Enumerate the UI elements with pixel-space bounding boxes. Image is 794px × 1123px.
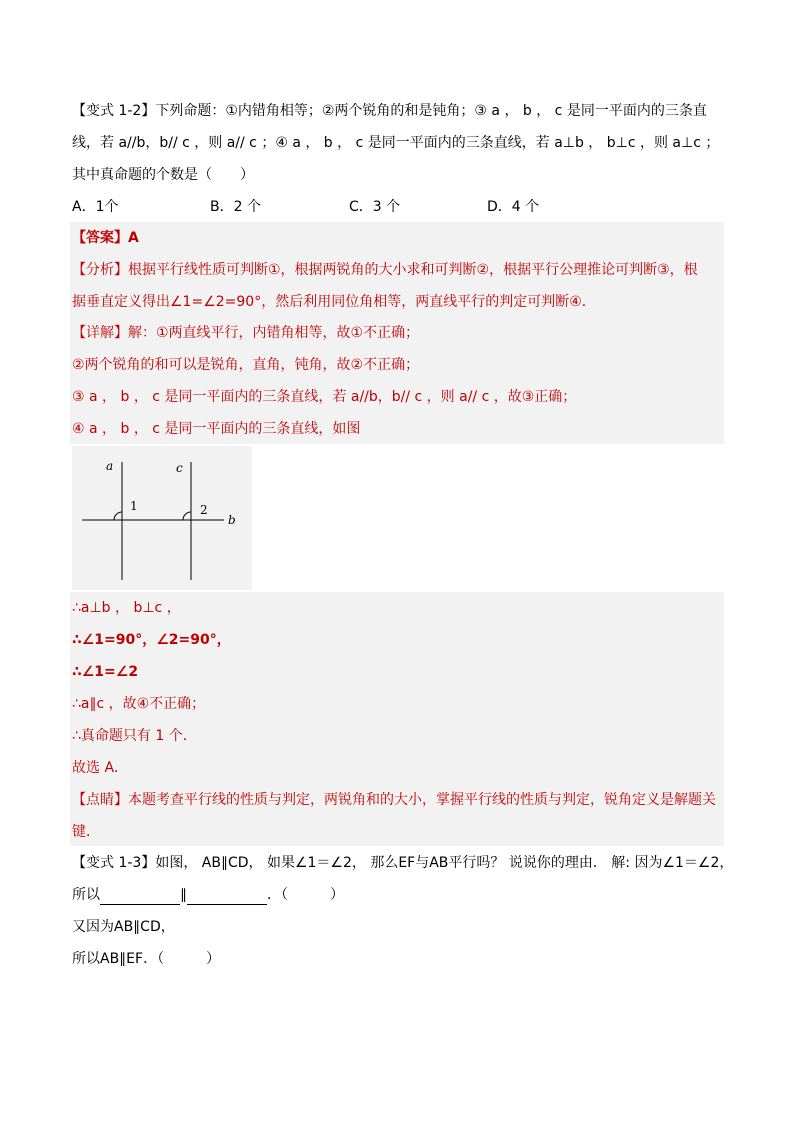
option-b: B．2 个 xyxy=(210,199,261,215)
label-angle-2: 2 xyxy=(200,503,208,517)
label-angle-1: 1 xyxy=(130,499,138,513)
angle-2-arc xyxy=(183,512,191,520)
q13-parallel-symbol: ∥ xyxy=(180,887,187,903)
q13-line-2 xyxy=(72,885,344,905)
option-c: C．3 个 xyxy=(349,199,401,215)
q12-line-1: 【变式 1-2】下列命题：①内错角相等；②两个锐角的和是钝角；③ a ， b ， c 是同一平面内的三条直 xyxy=(72,103,707,119)
q13-line-1: 【变式 1-3】如图， AB∥CD， 如果∠1＝∠2， 那么EF与AB平行吗？ 说说你的理由． 解: 因为∠1＝∠2， xyxy=(72,855,734,871)
detail-line-3: ③ a ， b ， c 是同一平面内的三条直线，若 a//b，b// c ，则 a// c ，故③正确； xyxy=(72,389,577,405)
option-a: A．1个 xyxy=(72,199,119,215)
q13-line-3: 又因为AB∥CD， xyxy=(72,919,175,935)
answer-blank-2[interactable] xyxy=(187,888,267,905)
label-a: a xyxy=(106,459,114,473)
step-line-6: 故选 A． xyxy=(72,760,129,776)
figure-svg xyxy=(72,446,252,590)
q12-line-2: 线，若 a//b，b// c ，则 a// c ；④ a ， b ， c 是同一平面内的三条直线，若 a⊥b ， b⊥c ，则 a⊥c ； xyxy=(72,135,720,151)
q13-suffix: ．（ ） xyxy=(267,887,344,903)
detail-line-4: ④ a ， b ， c 是同一平面内的三条直线，如图 xyxy=(72,421,361,437)
step-line-5: ∴真命题只有 1 个． xyxy=(72,728,197,744)
label-c: c xyxy=(176,461,183,475)
q12-line-3: 其中真命题的个数是（ ） xyxy=(72,167,254,183)
comment-line-1: 【点睛】本题考查平行线的性质与判定，两锐角和的大小，掌握平行线的性质与判定，锐角定义是解题关 xyxy=(72,792,716,808)
label-b: b xyxy=(228,513,236,527)
option-d: D．4 个 xyxy=(487,199,540,215)
step-line-3: ∴∠1=∠2 xyxy=(72,664,139,680)
angle-1-arc xyxy=(114,512,122,520)
q13-prefix: 所以 xyxy=(72,887,100,903)
step-line-4: ∴a∥c ，故④不正确； xyxy=(72,696,206,712)
answer-blank-1[interactable] xyxy=(100,888,180,905)
detail-line-2: ②两个锐角的和可以是锐角，直角，钝角，故②不正确； xyxy=(72,357,420,373)
step-line-1: ∴a⊥b ， b⊥c ， xyxy=(72,600,181,616)
step-line-2: ∴∠1=90°，∠2=90°， xyxy=(72,632,231,648)
answer-line: 【答案】A xyxy=(72,230,139,246)
detail-line-1: 【详解】解：①两直线平行，内错角相等，故①不正确； xyxy=(72,325,420,341)
q13-line-4: 所以AB∥EF．（ ） xyxy=(72,951,221,967)
comment-line-2: 键． xyxy=(72,824,100,840)
analysis-line-1: 【分析】根据平行线性质可判断①，根据两锐角的大小求和可判断②，根据平行公理推论可判断③，根 xyxy=(72,262,698,278)
analysis-line-2: 据垂直定义得出∠1=∠2=90°，然后利用同位角相等，两直线平行的判定可判断④． xyxy=(72,294,596,310)
perpendicular-lines-figure xyxy=(72,446,252,590)
